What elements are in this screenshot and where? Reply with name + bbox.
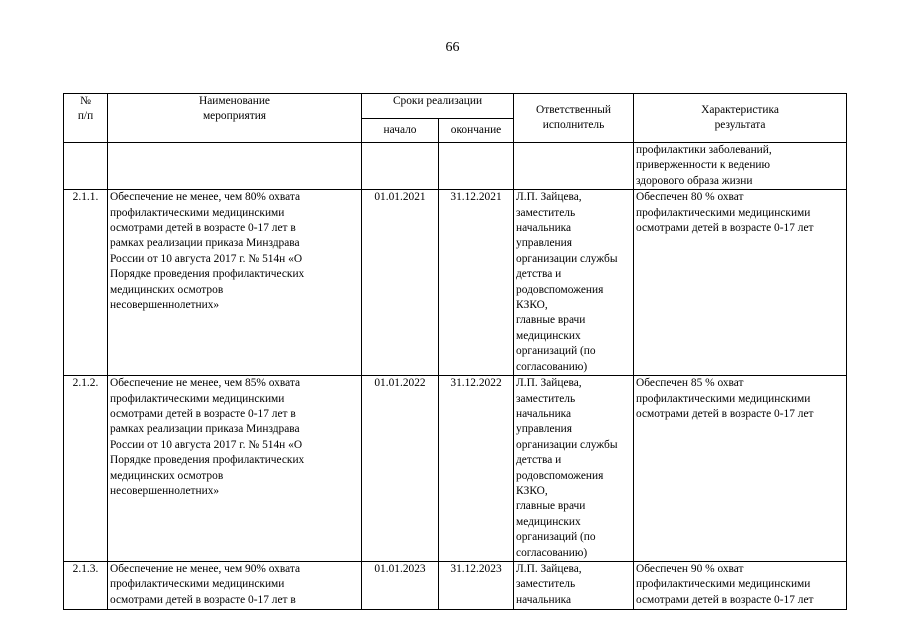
row-responsible: Л.П. Зайцева, заместитель начальника управления организации службы детства и родовспоможения КЗКО, главные врачи медицинских организаций (по согласованию) [514,190,634,376]
header-terms: Сроки реализации [362,94,514,119]
table-row [64,561,847,609]
row-result: Обеспечен 85 % охват профилактическими медицинскими осмотрами детей в возрасте 0-17 лет [634,376,847,562]
page-number: 66 [445,40,460,55]
row-end: 31.12.2022 [439,376,514,562]
cont-end-cell [439,143,514,190]
table-row [64,376,847,562]
activities-table [63,93,847,610]
table-row [64,190,847,376]
header-result: Характеристика результата [634,94,847,143]
row-name: Обеспечение не менее, чем 90% охвата профилактическими медицинскими осмотрами детей в возрасте 0-17 лет в [108,561,362,609]
row-result: Обеспечен 80 % охват профилактическими медицинскими осмотрами детей в возрасте 0-17 лет [634,190,847,376]
header-num: № п/п [64,94,108,143]
row-end: 31.12.2021 [439,190,514,376]
row-num: 2.1.1. [64,190,108,376]
row-start: 01.01.2022 [362,376,439,562]
cont-result-cell: профилактики заболеваний, приверженности к ведению здорового образа жизни [634,143,847,190]
header-end: окончание [439,119,514,143]
row-responsible: Л.П. Зайцева, заместитель начальника [514,561,634,609]
table-row [64,143,847,190]
cont-name-cell [108,143,362,190]
row-num: 2.1.2. [64,376,108,562]
row-responsible: Л.П. Зайцева, заместитель начальника управления организации службы детства и родовспоможения КЗКО, главные врачи медицинских организаций (по согласованию) [514,376,634,562]
header-responsible: Ответственный исполнитель [514,94,634,143]
header-name: Наименование мероприятия [108,94,362,143]
row-start: 01.01.2023 [362,561,439,609]
row-end: 31.12.2023 [439,561,514,609]
row-name: Обеспечение не менее, чем 80% охвата профилактическими медицинскими осмотрами детей в возрасте 0-17 лет в рамках реализации приказа Минздрава России от 10 августа 2017 г. № 514н «О Порядке проведения профилактических медицинских осмотров несовершеннолетних» [108,190,362,376]
cont-num-cell [64,143,108,190]
row-result: Обеспечен 90 % охват профилактическими медицинскими осмотрами детей в возрасте 0-17 лет [634,561,847,609]
row-start: 01.01.2021 [362,190,439,376]
cont-start-cell [362,143,439,190]
cont-responsible-cell [514,143,634,190]
row-num: 2.1.3. [64,561,108,609]
row-name: Обеспечение не менее, чем 85% охвата профилактическими медицинскими осмотрами детей в возрасте 0-17 лет в рамках реализации приказа Минздрава России от 10 августа 2017 г. № 514н «О Порядке проведения профилактических медицинских осмотров несовершеннолетних» [108,376,362,562]
header-start: начало [362,119,439,143]
